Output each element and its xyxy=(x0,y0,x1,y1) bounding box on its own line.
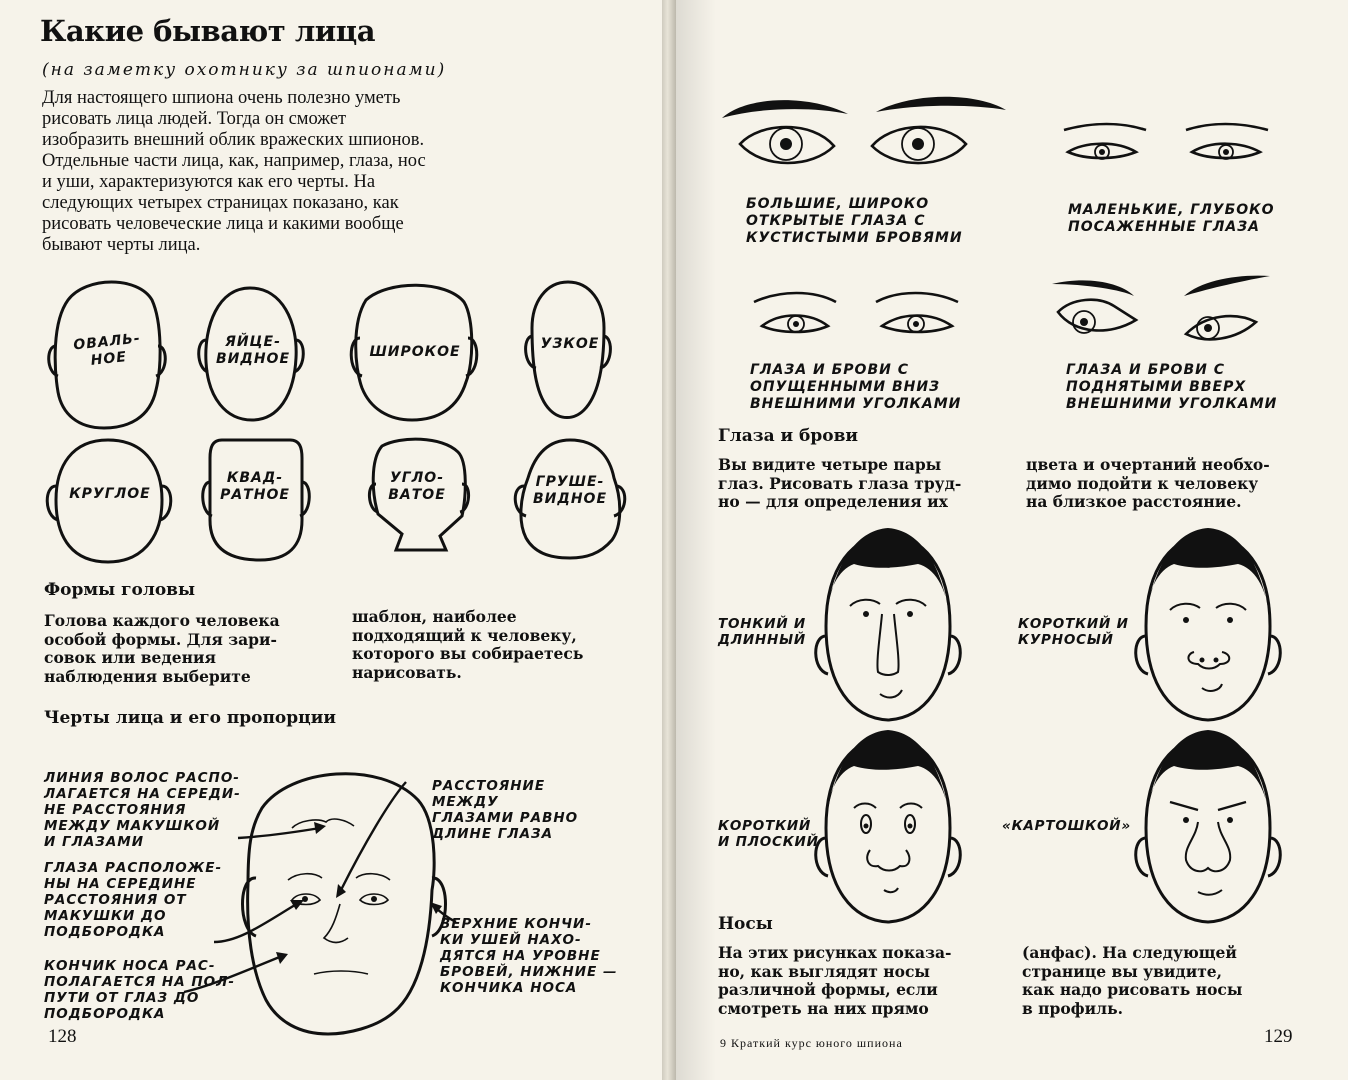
nose-label-short-snub: КОРОТКИЙ И КУРНОСЫЙ xyxy=(1018,616,1129,648)
page-128 xyxy=(0,0,662,1080)
head-shapes-text-col2: шаблон, наиболее подходящий к человеку, которого вы собираетесь нарисовать. xyxy=(352,607,584,682)
page-number: 129 xyxy=(1264,1026,1293,1047)
shape-label-oval: ОВАЛЬ- НОЕ xyxy=(72,330,142,369)
shape-label-pear: ГРУШЕ- ВИДНОЕ xyxy=(532,474,608,507)
caption-big-eyes: БОЛЬШИЕ, ШИРОКО ОТКРЫТЫЕ ГЛАЗА С КУСТИСТЫМИ БРОВЯМИ xyxy=(746,196,963,246)
noses-illustration xyxy=(676,0,1348,1080)
intro-paragraph: Для настоящего шпиона очень полезно уметь рисовать лица людей. Тогда он сможет изобразить внешний облик вражеских шпионов. Отдельные части лица, как, например, глаза, нос и уши, характеризуются как его черты. На следующих четырех страницах показано, как рисовать человеческие лица и какими вообще бывают черты лица. xyxy=(42,88,426,255)
noses-text-col2: (анфас). На следующей странице вы увидите, как надо рисовать носы в профиль. xyxy=(1022,943,1243,1018)
eyes-text-col1: Вы видите четыре пары глаз. Рисовать глаза труд- но — для определения их xyxy=(718,455,962,511)
shape-label-square: КВАД- РАТНОЕ xyxy=(220,470,290,503)
noses-text-col1: На этих рисунках показа- но, как выглядят носы различной формы, если смотреть на них прямо xyxy=(718,943,952,1018)
section-heading-proportions: Черты лица и его пропорции xyxy=(44,708,336,728)
nose-label-short-flat: КОРОТКИЙ И ПЛОСКИЙ xyxy=(718,818,819,850)
page-subtitle: (на заметку охотнику за шпионами) xyxy=(42,60,447,80)
annotation-ears: ВЕРХНИЕ КОНЧИ- КИ УШЕЙ НАХО- ДЯТСЯ НА УРОВНЕ БРОВЕЙ, НИЖНИЕ — КОНЧИКА НОСА xyxy=(440,916,618,996)
section-heading-head-shapes: Формы головы xyxy=(44,580,196,600)
caption-small-eyes: МАЛЕНЬКИЕ, ГЛУБОКО ПОСАЖЕННЫЕ ГЛАЗА xyxy=(1068,202,1275,235)
section-heading-noses: Носы xyxy=(718,914,773,934)
shape-label-angular: УГЛО- ВАТОЕ xyxy=(388,470,446,503)
annotation-eyes-position: ГЛАЗА РАСПОЛОЖЕ- НЫ НА СЕРЕДИНЕ РАССТОЯНИЯ ОТ МАКУШКИ ДО ПОДБОРОДКА xyxy=(44,860,223,940)
book-gutter xyxy=(662,0,676,1080)
page-number: 128 xyxy=(48,1026,77,1047)
annotation-nose-position: КОНЧИК НОСА РАС- ПОЛАГАЕТСЯ НА ПОЛ- ПУТИ ОТ ГЛАЗ ДО ПОДБОРОДКА xyxy=(44,958,235,1022)
page-title: Какие бывают лица xyxy=(40,14,375,48)
section-heading-eyes: Глаза и брови xyxy=(718,426,859,446)
page-129 xyxy=(676,0,1348,1080)
annotation-eye-distance: РАССТОЯНИЕ МЕЖДУ ГЛАЗАМИ РАВНО ДЛИНЕ ГЛАЗА xyxy=(432,778,579,842)
head-shapes-text-col1: Голова каждого человека особой формы. Для зари- совок или ведения наблюдения выберите xyxy=(44,611,280,686)
annotation-hairline: ЛИНИЯ ВОЛОС РАСПО- ЛАГАЕТСЯ НА СЕРЕДИ- НЕ РАССТОЯНИЯ МЕЖДУ МАКУШКОЙ И ГЛАЗАМИ xyxy=(44,770,241,850)
shape-label-egg: ЯЙЦЕ- ВИДНОЕ xyxy=(215,334,291,367)
shape-label-wide: ШИРОКОЕ xyxy=(369,344,461,360)
caption-downturned-eyes: ГЛАЗА И БРОВИ С ОПУЩЕННЫМИ ВНИЗ ВНЕШНИМИ УГОЛКАМИ xyxy=(750,362,962,412)
book-footer: 9 Краткий курс юного шпиона xyxy=(720,1036,903,1050)
eyes-text-col2: цвета и очертаний необхо- димо подойти к человеку на близкое расстояние. xyxy=(1026,455,1270,511)
shape-label-round: КРУГЛОЕ xyxy=(69,486,151,502)
caption-upturned-eyes: ГЛАЗА И БРОВИ С ПОДНЯТЫМИ ВВЕРХ ВНЕШНИМИ УГОЛКАМИ xyxy=(1066,362,1278,412)
nose-label-thin-long: ТОНКИЙ И ДЛИННЫЙ xyxy=(718,616,807,648)
shape-label-narrow: УЗКОЕ xyxy=(540,336,600,352)
nose-label-potato: «КАРТОШКОЙ» xyxy=(1002,818,1131,834)
